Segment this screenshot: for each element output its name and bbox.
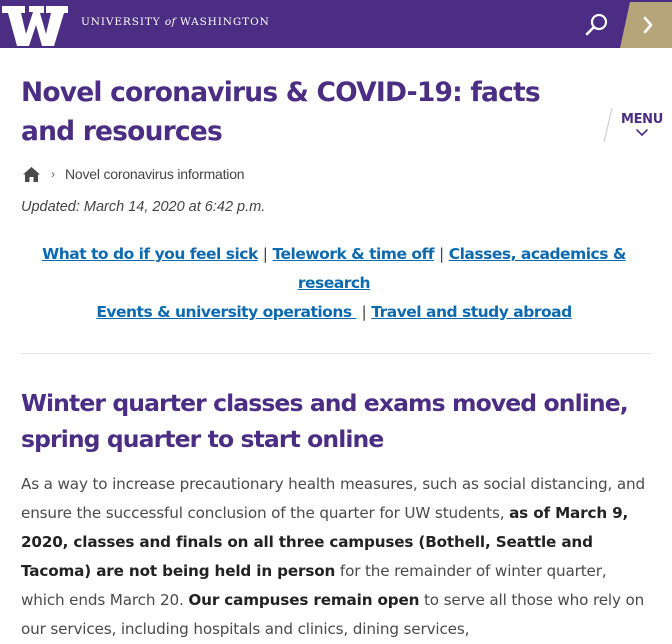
menu-button[interactable] (620, 112, 664, 146)
page-title: Novel coronavirus & COVID-19: facts and resources (21, 77, 540, 147)
chevron-down-icon (636, 129, 648, 137)
link-separator: | (262, 245, 268, 263)
link-telework[interactable]: Telework & time off (272, 245, 434, 263)
link-classes-academics[interactable]: Classes, academics & research (297, 245, 626, 292)
link-separator: | (439, 245, 444, 263)
breadcrumb-separator: › (51, 167, 55, 181)
home-icon[interactable] (22, 166, 41, 183)
divider (21, 353, 651, 354)
menu-divider (600, 108, 618, 144)
breadcrumb (22, 164, 244, 184)
link-separator: | (361, 303, 367, 321)
university-wordmark[interactable] (81, 16, 270, 28)
link-travel-study-abroad[interactable]: Travel and study abroad (371, 303, 572, 321)
link-events-operations[interactable]: Events & university operations (96, 303, 357, 321)
next-button[interactable] (620, 2, 672, 48)
quick-links (28, 240, 640, 327)
paragraph-bold: as of March 9, 2020, classes and finals on all three campuses (Bothell, Seattle and Tacoma) are not being held in person (21, 504, 629, 580)
wordmark-of: of (164, 16, 176, 28)
updated-timestamp: Updated: March 14, 2020 at 6:42 p.m. (21, 199, 266, 215)
section-heading: Winter quarter classes and exams moved online, spring quarter to start online (21, 389, 628, 453)
paragraph-text: for the remainder of winter quarter, which ends March 20. (21, 562, 607, 609)
menu-label: MENU (620, 112, 664, 127)
uw-w-logo[interactable] (2, 6, 68, 46)
search-icon[interactable] (584, 12, 610, 38)
paragraph-text: to serve all those who rely on our services, including hospitals and clinics, dining services, (21, 591, 645, 638)
wordmark-washington: WASHINGTON (179, 16, 270, 28)
wordmark-university: UNIVERSITY (81, 16, 161, 28)
link-feel-sick[interactable]: What to do if you feel sick (42, 245, 258, 263)
breadcrumb-current: Novel coronavirus information (65, 166, 245, 182)
paragraph-text: As a way to increase precautionary health measures, such as social distancing, and ensure the successful conclusion of the quarter for UW students, (21, 475, 646, 522)
top-bar (0, 0, 672, 48)
body-paragraph (21, 470, 653, 644)
paragraph-bold: Our campuses remain open (188, 591, 420, 609)
